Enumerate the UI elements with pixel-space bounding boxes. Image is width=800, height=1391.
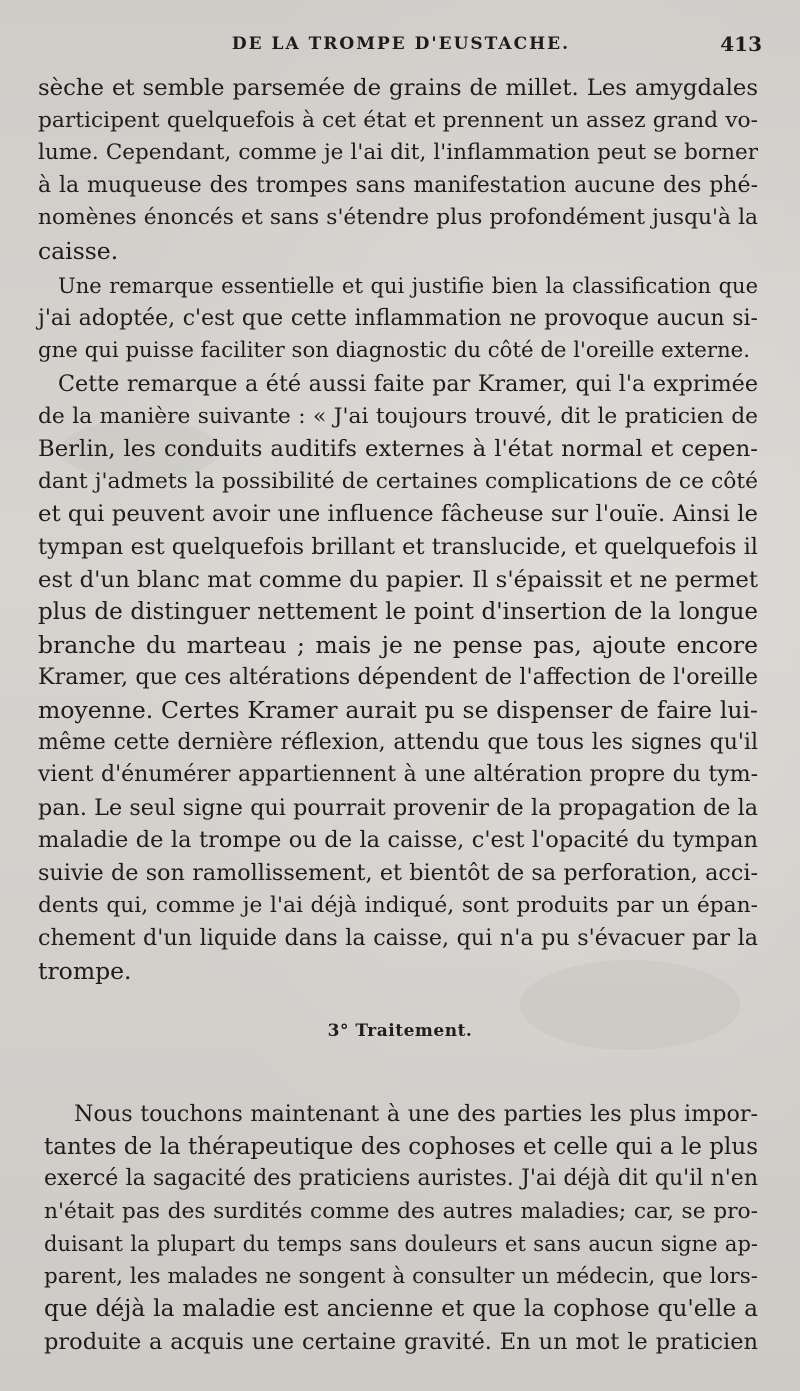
text-line: plus de distinguer nettement le point d'insertion de la longue bbox=[38, 599, 758, 626]
text-line: Une remarque essentielle et qui justifie bien la classification que bbox=[58, 274, 758, 298]
paragraph-continuation bbox=[38, 72, 758, 268]
text-line: que déjà la maladie est ancienne et que la cophose qu'elle a bbox=[44, 1295, 758, 1322]
text-line: branche du marteau ; mais je ne pense pas, ajoute encore bbox=[38, 630, 758, 659]
text-line: lume. Cependant, comme je l'ai dit, l'inflammation peut se borner bbox=[38, 140, 758, 166]
paragraph-remark bbox=[38, 270, 758, 368]
text-line: chement d'un liquide dans la caisse, qui n'a pu s'évacuer par la bbox=[38, 925, 758, 952]
text-line: participent quelquefois à cet état et prennent un assez grand vo- bbox=[38, 107, 758, 133]
text-line: gne qui puisse faciliter son diagnostic du côté de l'oreille externe. bbox=[38, 338, 750, 364]
text-line: produite a acquis une certaine gravité. En un mot le praticien bbox=[44, 1328, 758, 1355]
text-line: nomènes énoncés et sans s'étendre plus profondément jusqu'à la bbox=[38, 205, 758, 231]
text-line: parent, les malades ne songent à consulter un médecin, que lors- bbox=[44, 1263, 758, 1289]
text-line: dents qui, comme je l'ai déjà indiqué, sont produits par un épan- bbox=[38, 892, 758, 918]
text-line: pan. Le seul signe qui pourrait provenir de la propagation de la bbox=[38, 794, 758, 821]
text-line: j'ai adoptée, c'est que cette inflammation ne provoque aucun si- bbox=[38, 305, 758, 331]
text-line: exercé la sagacité des praticiens auristes. J'ai déjà dit qu'il n'en bbox=[44, 1166, 758, 1191]
text-line: maladie de la trompe ou de la caisse, c'est l'opacité du tympan bbox=[38, 827, 758, 854]
text-line: moyenne. Certes Kramer aurait pu se dispenser de faire lui- bbox=[38, 695, 758, 724]
text-line: et qui peuvent avoir une influence fâcheuse sur l'ouïe. Ainsi le bbox=[38, 501, 758, 528]
section-heading: 3° Traitement. bbox=[327, 1021, 473, 1041]
text-line: tantes de la thérapeutique des cophoses et celle qui a le plus bbox=[44, 1133, 758, 1160]
text-line: sèche et semble parsemée de grains de millet. Les amygdales bbox=[38, 75, 758, 101]
text-line: Berlin, les conduits auditifs externes à l'état normal et cepen- bbox=[38, 436, 758, 463]
text-line: caisse. bbox=[38, 236, 119, 265]
page-number: 413 bbox=[720, 32, 762, 56]
page-header bbox=[40, 30, 762, 62]
text-line: trompe. bbox=[38, 956, 132, 985]
text-line: est d'un blanc mat comme du papier. Il s'épaissit et ne permet bbox=[38, 566, 758, 593]
text-line: de la manière suivante : « J'ai toujours trouvé, dit le praticien de bbox=[38, 403, 758, 429]
text-line: tympan est quelquefois brillant et translucide, et quelquefois il bbox=[38, 533, 758, 560]
text-line: Cette remarque a été aussi faite par Kramer, qui l'a exprimée bbox=[58, 371, 758, 397]
text-line: Kramer, que ces altérations dépendent de l'affection de l'oreille bbox=[38, 664, 758, 691]
text-line: dant j'admets la possibilité de certaines complications de ce côté bbox=[38, 468, 758, 494]
text-line: vient d'énumérer appartiennent à une altération propre du tym- bbox=[38, 762, 758, 788]
text-line: suivie de son ramollissement, et bientôt de sa perforation, acci- bbox=[38, 859, 758, 886]
text-line: à la muqueuse des trompes sans manifestation aucune des phé- bbox=[38, 172, 758, 198]
text-line: n'était pas des surdités comme des autres maladies; car, se pro- bbox=[44, 1198, 758, 1224]
paragraph-treatment bbox=[44, 1098, 758, 1358]
text-line: duisant la plupart du temps sans douleurs et sans aucun signe ap- bbox=[44, 1232, 758, 1256]
text-line: même cette dernière réflexion, attendu que tous les signes qu'il bbox=[38, 729, 758, 755]
paragraph-kramer bbox=[38, 368, 758, 987]
text-line: Nous touchons maintenant à une des parties les plus impor- bbox=[74, 1101, 758, 1127]
running-head: DE LA TROMPE D'EUSTACHE. bbox=[231, 34, 571, 54]
